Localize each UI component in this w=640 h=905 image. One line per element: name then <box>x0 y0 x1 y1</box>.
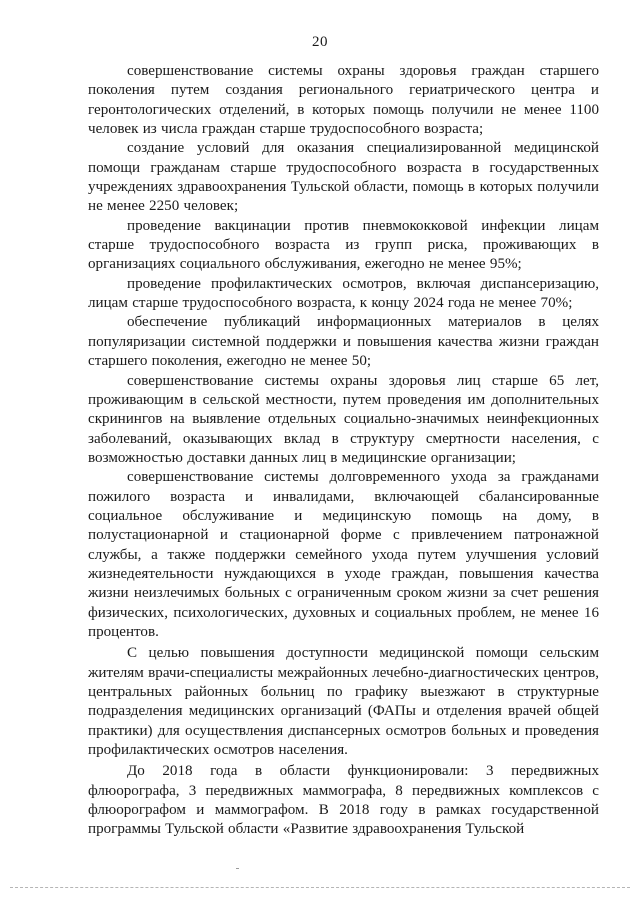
paragraph-mobile-units: До 2018 года в области функционировали: 3 передвижных флюорографа, 3 передвижных маммографа, 8 передвижных комплексов с флюорографом и маммографом. В 2018 году в рамках государственной программы Тульской области «Развитие здравоохранения Тульской <box>88 763 599 838</box>
paragraph-rural-screening: совершенствование системы охраны здоровья лиц старше 65 лет, проживающим в сельской местности, путем проведения им дополнительных скринингов на выявление отдельных социально-значимых неинфекционных заболеваний, оказывающих вклад в структуру смертности населения, с возможностью доставки данных лиц в медицинские организации; <box>88 372 599 466</box>
paragraph-vaccination: проведение вакцинации против пневмококковой инфекции лицам старше трудоспособного возраста из групп риска, проживающих в организациях социального обслуживания, ежегодно не менее 95%; <box>88 217 599 273</box>
paragraph-publications: обеспечение публикаций информационных материалов в целях популяризации системной поддержки и повышения качества жизни граждан старшего поколения, ежегодно не менее 50; <box>88 314 599 370</box>
paragraph-geriatric-center: совершенствование системы охраны здоровья граждан старшего поколения путем создания регионального гериатрического центра и геронтологических отделений, в которых помощь получили не менее 1100 человек из числа граждан старше трудоспособного возраста; <box>88 63 599 138</box>
page-number: 20 <box>312 34 328 50</box>
paragraph-long-term-care: совершенствование системы долговременного ухода за гражданами пожилого возраста и инвалидами, включающей сбалансированные социальное обслуживание и медицинскую помощь на дому, в полустационарной и стационарной форме с привлечением патронажной службы, а также поддержки семейного ухода путем улучшения условий жизнедеятельности нуждающихся в уходе граждан, повышения качества жизни неизлечимых больных с ограниченным сроком жизни за счет решения физических, психологических, духовных и социальных проблем, не менее 16 процентов. <box>88 469 599 640</box>
paragraph-preventive-exams: проведение профилактических осмотров, включая диспансеризацию, лицам старше трудоспособного возраста, к концу 2024 года не менее 70%; <box>88 275 599 312</box>
paragraph-rural-access: С целью повышения доступности медицинской помощи сельским жителям врачи-специалисты межрайонных лечебно-диагностических центров, центральных районных больниц по графику выезжают в структурные подразделения медицинских организаций (ФАПы и отделения врачей общей практики) для осуществления диспансерных осмотров больных и проведения профилактических осмотров населения. <box>88 645 599 759</box>
scan-artifact <box>236 868 239 869</box>
page-bottom-edge <box>10 887 630 888</box>
paragraph-specialized-care: создание условий для оказания специализированной медицинской помощи гражданам старше трудоспособного возраста в государственных учреждениях здравоохранения Тульской области, помощь в которых получили не менее 2250 человек; <box>88 140 599 215</box>
document-body <box>88 62 599 840</box>
